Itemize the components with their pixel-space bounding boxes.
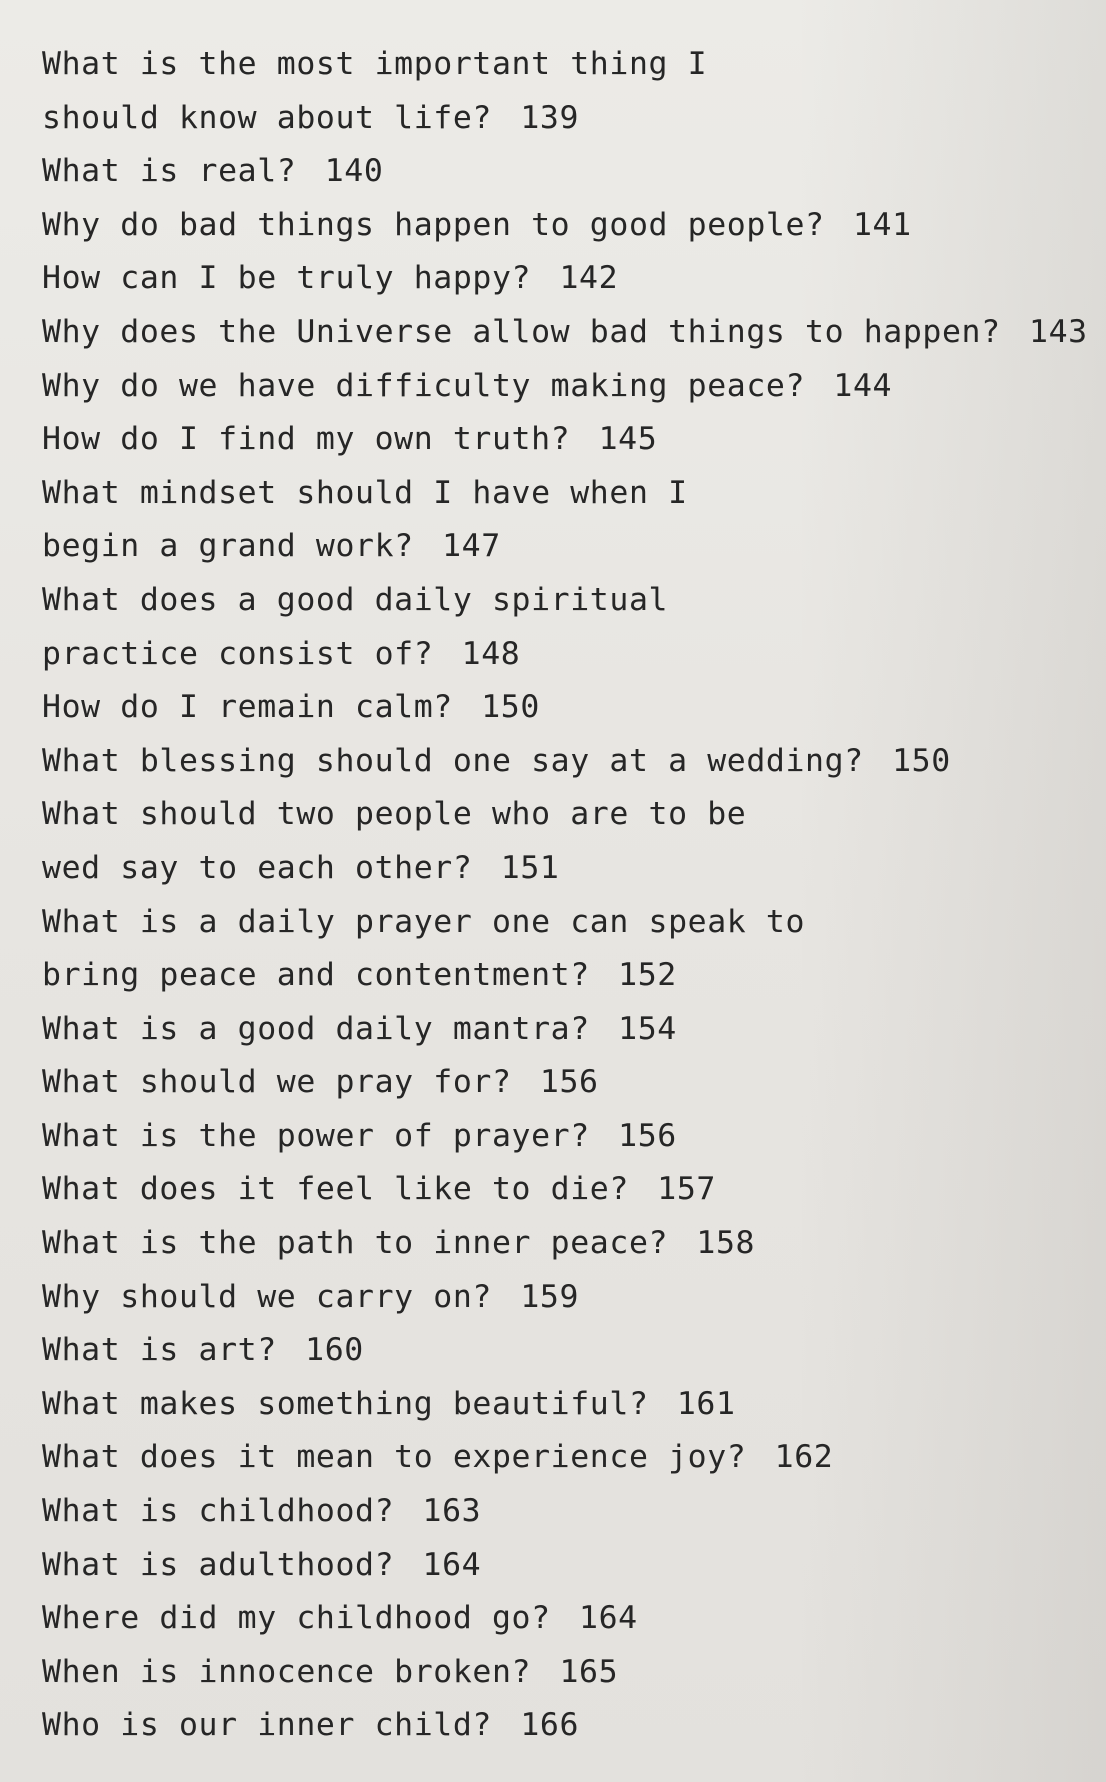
toc-question-text: How do I find my own truth? — [42, 421, 571, 458]
toc-page-number: 143 — [1029, 313, 1088, 350]
toc-page-number: 152 — [618, 957, 677, 994]
toc-question-text: What is the most important thing I — [42, 46, 708, 82]
toc-question-text: Why should we carry on? — [42, 1278, 492, 1315]
toc-page-number: 147 — [442, 528, 501, 565]
toc-question-text: practice consist of? — [42, 635, 434, 672]
table-of-contents — [42, 38, 1092, 1753]
toc-page-number: 148 — [461, 635, 521, 672]
toc-question-text: What blessing should one say at a wedding? — [42, 742, 864, 779]
toc-page-number: 145 — [598, 421, 658, 458]
toc-question-text: What is a good daily mantra? — [42, 1010, 590, 1047]
toc-question-text: What mindset should I have when I — [42, 474, 688, 511]
toc-entry — [42, 252, 1092, 306]
toc-entry — [42, 1378, 1092, 1432]
toc-entry — [42, 467, 1092, 521]
toc-entry — [42, 1646, 1092, 1700]
toc-page-number: 161 — [676, 1385, 736, 1422]
toc-question-text: should know about life? — [42, 99, 492, 136]
toc-entry — [42, 1431, 1092, 1485]
toc-question-text: bring peace and contentment? — [42, 957, 590, 994]
toc-entry-continuation — [42, 949, 1092, 1003]
toc-question-text: What is a daily prayer one can speak to — [42, 903, 806, 940]
toc-entry — [42, 38, 1092, 92]
toc-page-number: 150 — [892, 742, 951, 779]
toc-entry — [42, 1217, 1092, 1271]
toc-page-number: 140 — [324, 153, 384, 190]
toc-page-number: 156 — [618, 1117, 677, 1154]
toc-entry-continuation — [42, 520, 1092, 574]
toc-question-text: What should two people who are to be — [42, 796, 747, 833]
toc-page-number: 157 — [657, 1171, 716, 1208]
toc-entry — [42, 1539, 1092, 1593]
toc-entry — [42, 1056, 1092, 1110]
toc-page-number: 144 — [833, 367, 893, 404]
toc-page-number: 160 — [305, 1332, 364, 1369]
toc-entry-continuation — [42, 842, 1092, 896]
toc-entry — [42, 1699, 1092, 1753]
toc-entry — [42, 788, 1092, 842]
toc-page-number: 159 — [520, 1278, 580, 1315]
toc-page-number: 166 — [520, 1707, 580, 1744]
toc-entry — [42, 413, 1092, 467]
toc-page-number: 139 — [520, 99, 580, 136]
toc-question-text: How do I remain calm? — [42, 689, 453, 726]
toc-question-text: What is art? — [42, 1332, 277, 1369]
toc-page-number: 150 — [481, 689, 540, 726]
toc-question-text: wed say to each other? — [42, 849, 473, 886]
toc-entry — [42, 735, 1092, 789]
toc-page-number: 162 — [774, 1439, 834, 1476]
toc-entry — [42, 1110, 1092, 1164]
toc-question-text: What does a good daily spiritual — [42, 581, 669, 618]
toc-question-text: What is the power of prayer? — [42, 1117, 590, 1154]
toc-question-text: What does it feel like to die? — [42, 1171, 629, 1208]
toc-entry — [42, 1485, 1092, 1539]
toc-question-text: What does it mean to experience joy? — [42, 1439, 747, 1476]
toc-entry — [42, 1163, 1092, 1217]
toc-entry — [42, 1003, 1092, 1057]
toc-question-text: What is adulthood? — [42, 1546, 395, 1583]
toc-question-text: When is innocence broken? — [42, 1653, 532, 1690]
toc-entry — [42, 1271, 1092, 1325]
toc-page-number: 164 — [422, 1546, 482, 1583]
toc-entry-continuation — [42, 628, 1092, 682]
toc-entry — [42, 1324, 1092, 1378]
toc-entry — [42, 574, 1092, 628]
toc-question-text: begin a grand work? — [42, 528, 414, 565]
toc-entry — [42, 896, 1092, 950]
toc-entry — [42, 306, 1092, 360]
toc-page-number: 151 — [500, 849, 560, 886]
toc-question-text: What makes something beautiful? — [42, 1385, 649, 1422]
toc-question-text: What should we pray for? — [42, 1064, 512, 1101]
toc-question-text: Why does the Universe allow bad things to happen? — [42, 313, 1001, 350]
toc-question-text: Where did my childhood go? — [42, 1600, 551, 1637]
toc-page-number: 158 — [696, 1225, 756, 1262]
toc-page-number: 141 — [852, 206, 912, 243]
toc-page-number: 142 — [559, 260, 619, 297]
toc-question-text: What is the path to inner peace? — [42, 1225, 669, 1262]
toc-page-number: 165 — [559, 1653, 619, 1690]
toc-question-text: Why do bad things happen to good people? — [42, 206, 825, 243]
toc-page-number: 156 — [539, 1064, 599, 1101]
toc-entry — [42, 681, 1092, 735]
toc-entry — [42, 1592, 1092, 1646]
toc-page-number: 164 — [579, 1600, 638, 1637]
toc-page-number: 154 — [618, 1010, 677, 1047]
toc-question-text: Why do we have difficulty making peace? — [42, 367, 806, 404]
toc-question-text: What is real? — [42, 153, 297, 190]
toc-entry-continuation — [42, 92, 1092, 146]
toc-question-text: What is childhood? — [42, 1493, 395, 1530]
toc-question-text: Who is our inner child? — [42, 1707, 492, 1744]
toc-entry — [42, 360, 1092, 414]
toc-entry — [42, 145, 1092, 199]
toc-entry — [42, 199, 1092, 253]
toc-page-number: 163 — [422, 1493, 482, 1530]
toc-question-text: How can I be truly happy? — [42, 260, 532, 297]
